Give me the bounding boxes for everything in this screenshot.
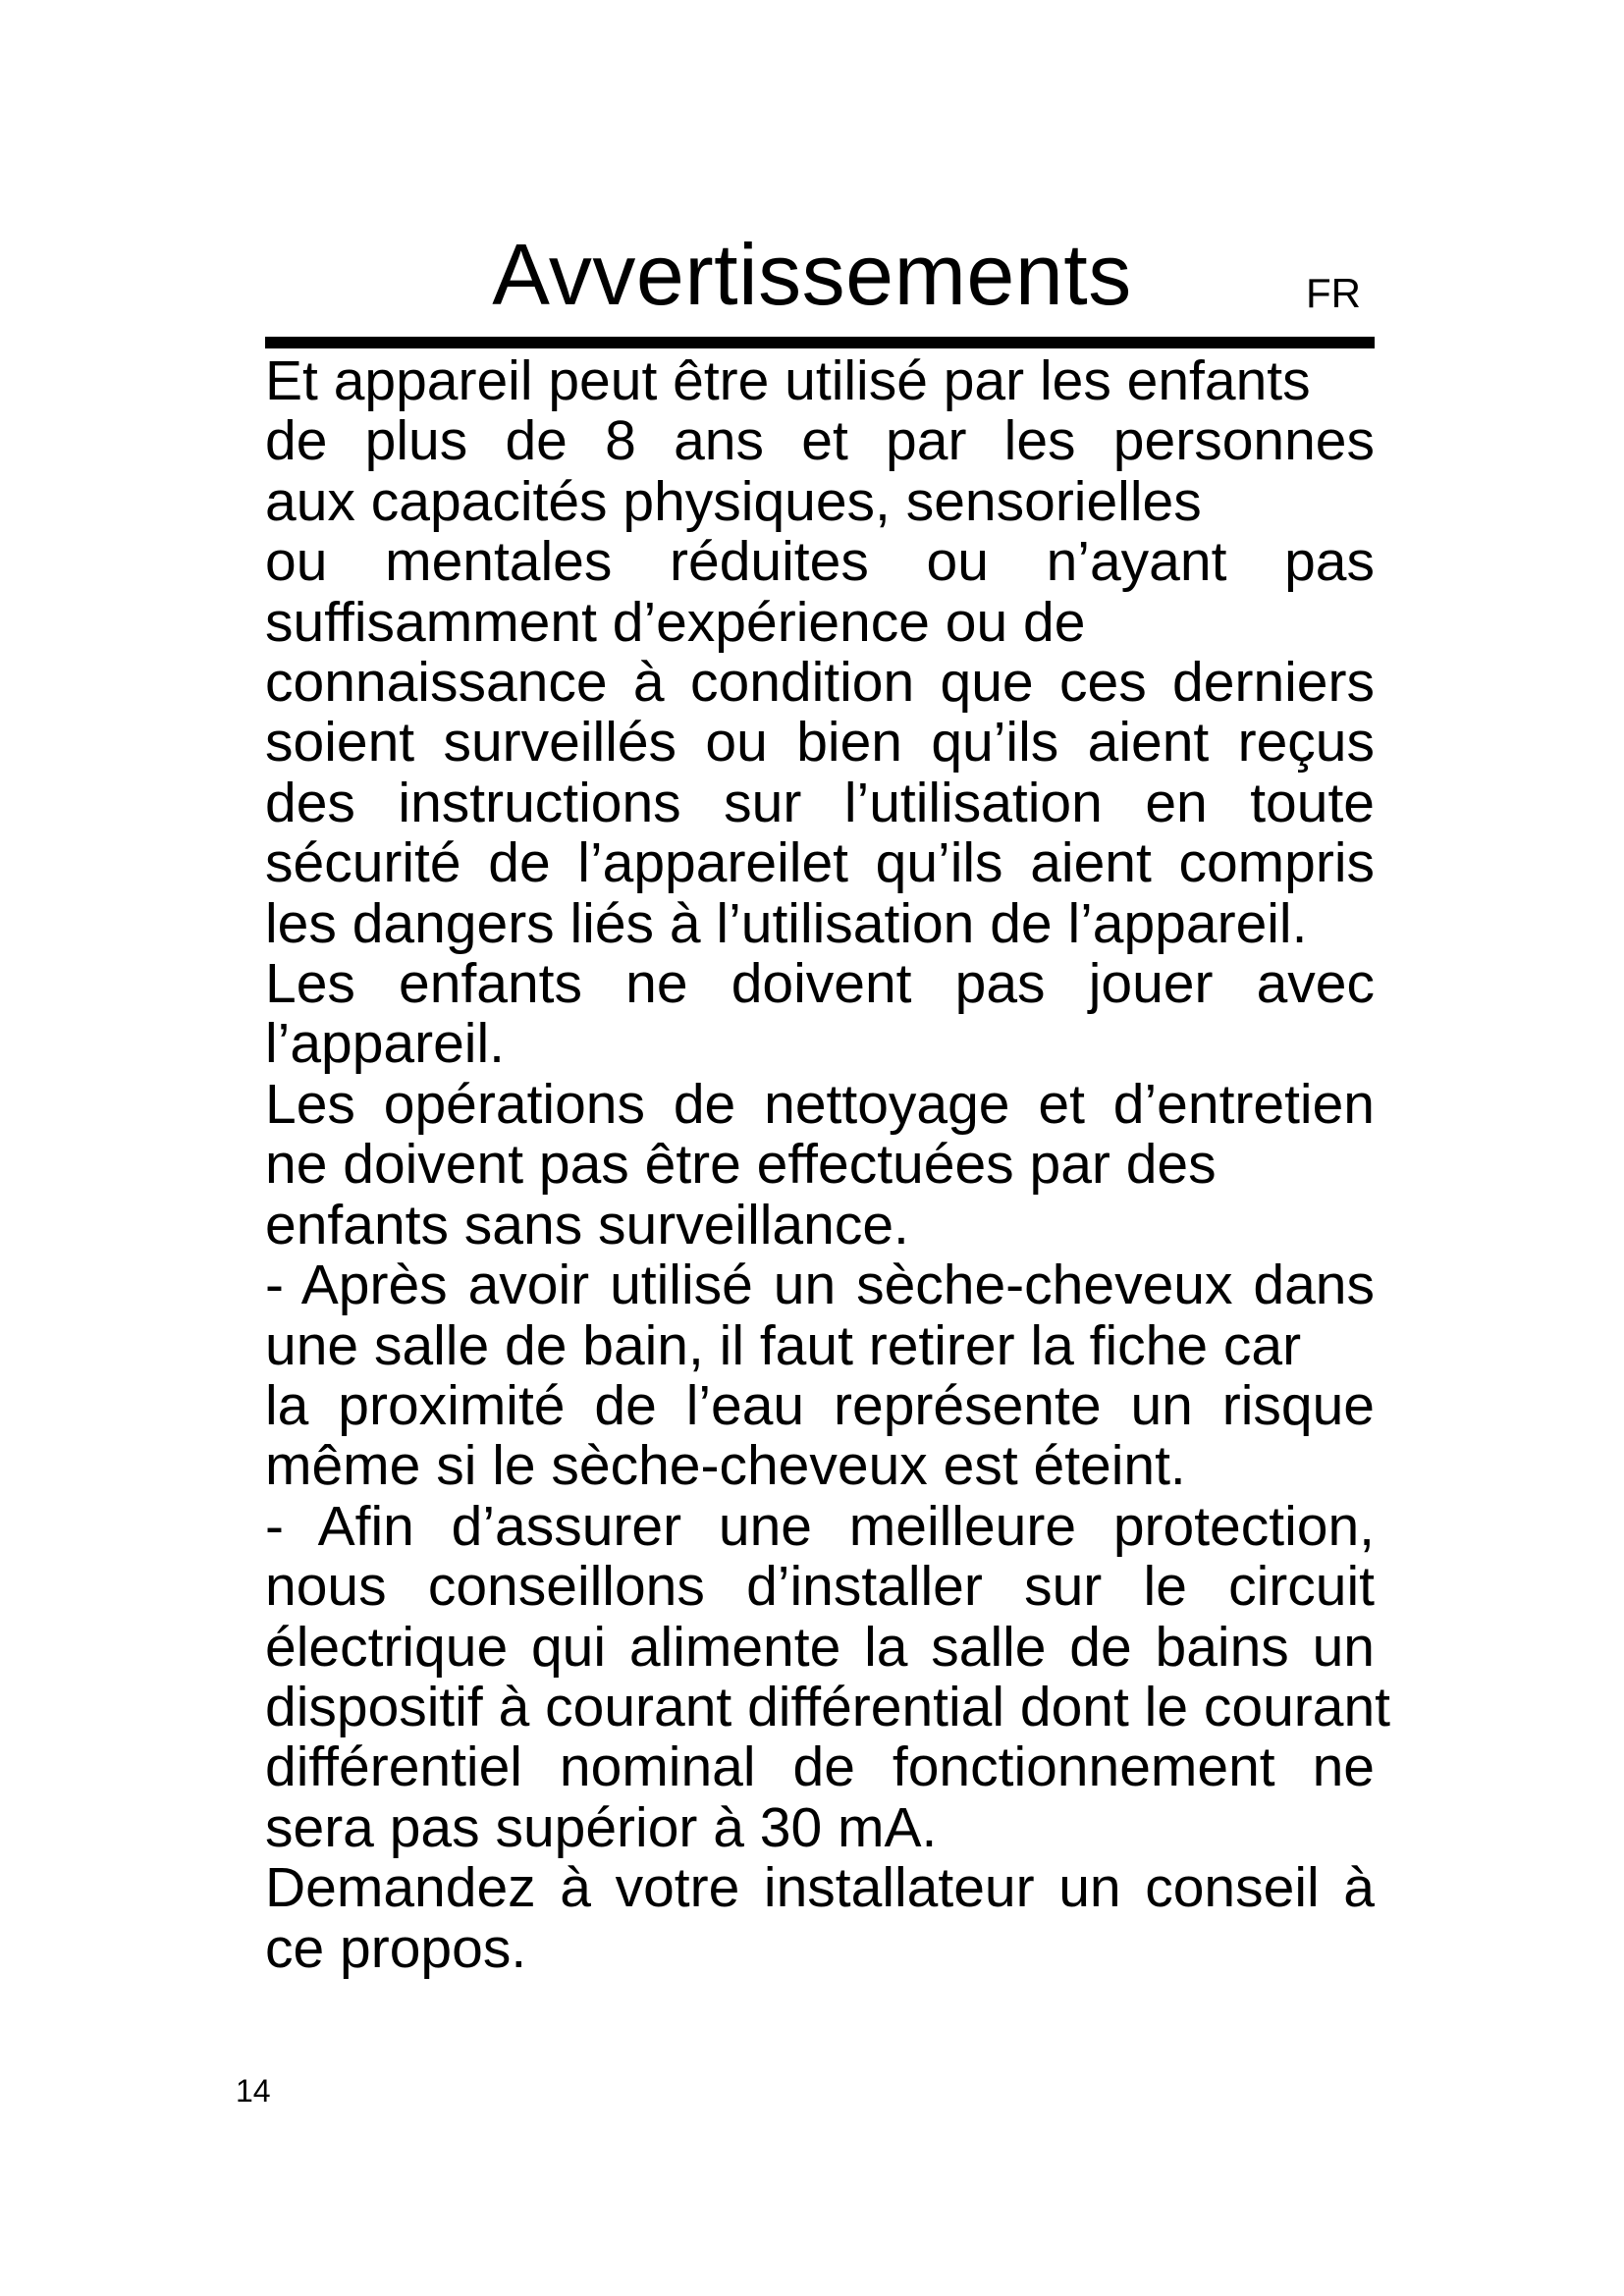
text-line: nous conseillons d’installer sur le circuit: [265, 1555, 1375, 1619]
text-line: suffisamment d’expérience ou de: [265, 590, 1086, 654]
text-line: sera pas supérior à 30 mA.: [265, 1795, 938, 1859]
text-line: l’appareil.: [265, 1012, 505, 1076]
text-line: ne doivent pas être effectuées par des: [265, 1133, 1217, 1197]
language-badge: FR: [1306, 270, 1361, 316]
text-line: Les opérations de nettoyage et d’entretien: [265, 1072, 1375, 1136]
text-line: même si le sèche-cheveux est éteint.: [265, 1434, 1186, 1498]
text-line: Demandez à votre installateur un conseil à: [265, 1856, 1375, 1920]
text-line: aux capacités physiques, sensorielles: [265, 469, 1202, 533]
text-line: une salle de bain, il faut retirer la fiche car: [265, 1313, 1302, 1377]
text-line: différentiel nominal de fonctionnement ne: [265, 1735, 1375, 1799]
text-line: - Après avoir utilisé un sèche-cheveux dans: [265, 1254, 1375, 1317]
text-line: de plus de 8 ans et par les personnes: [265, 409, 1375, 473]
text-line: connaissance à condition que ces derniers: [265, 651, 1375, 715]
text-line: enfants sans surveillance.: [265, 1193, 909, 1256]
text-line: Et appareil peut être utilisé par les enfants: [265, 349, 1311, 412]
text-line: - Afin d’assurer une meilleure protection,: [265, 1494, 1375, 1558]
text-line: des instructions sur l’utilisation en toute: [265, 771, 1375, 834]
text-line: la proximité de l’eau représente un risque: [265, 1373, 1375, 1437]
text-line: sécurité de l’appareilet qu’ils aient compris: [265, 831, 1375, 895]
text-line: Les enfants ne doivent pas jouer avec: [265, 952, 1375, 1016]
text-line: soient surveillés ou bien qu’ils aient reçus: [265, 711, 1375, 774]
page-number: 14: [236, 2073, 271, 2109]
text-line: dispositif à courant différential dont le courant: [265, 1675, 1390, 1738]
text-line: les dangers liés à l’utilisation de l’appareil.: [265, 891, 1308, 955]
title-divider: [265, 337, 1375, 348]
text-line: ou mentales réduites ou n’ayant pas: [265, 530, 1375, 594]
warnings-body: [265, 349, 1390, 1980]
text-line: électrique qui alimente la salle de bains un: [265, 1615, 1375, 1679]
text-line: ce propos.: [265, 1916, 527, 1980]
page-title: Avvertissements: [492, 226, 1132, 323]
